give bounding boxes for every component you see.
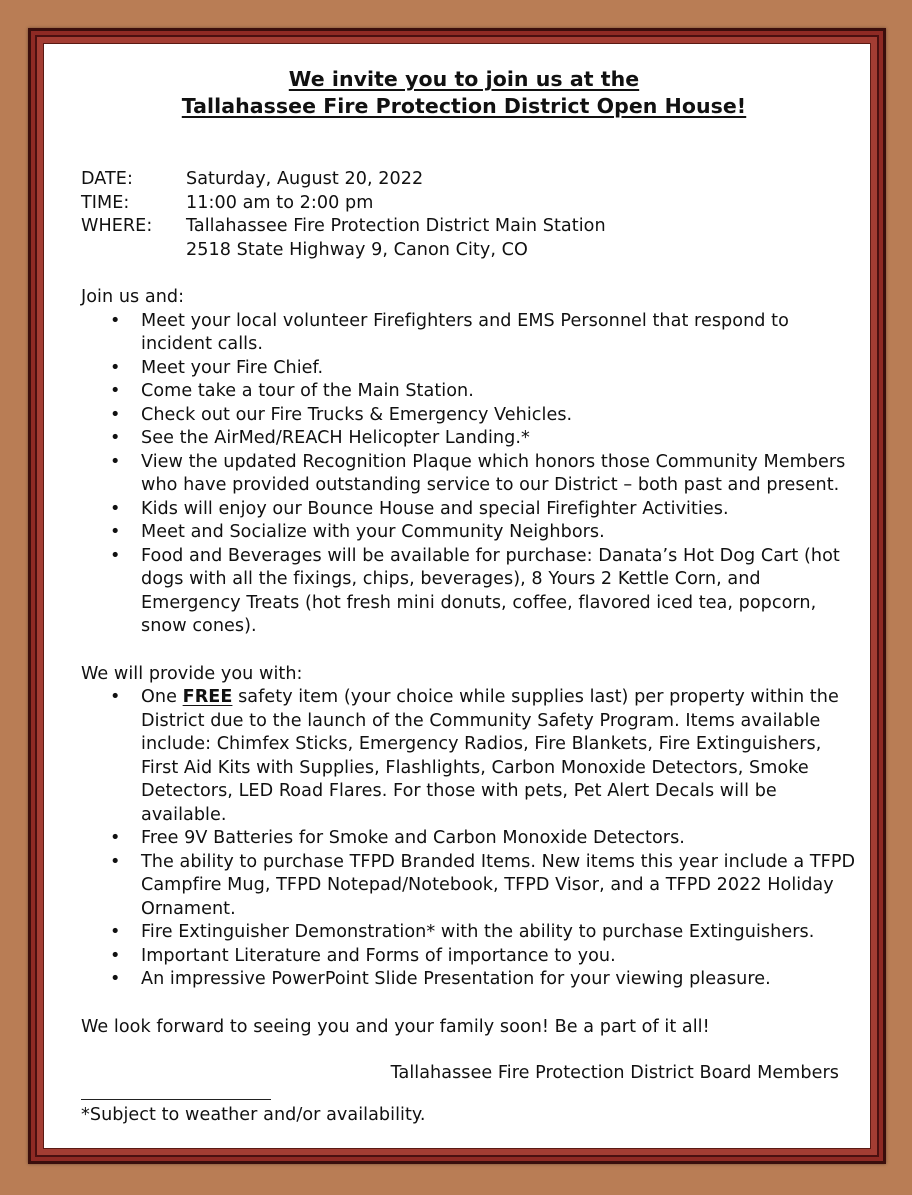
list-item: • Come take a tour of the Main Station. xyxy=(81,380,861,404)
flyer-title xyxy=(67,66,861,120)
list-item: • Fire Extinguisher Demonstration* with the ability to purchase Extinguishers. xyxy=(81,921,861,945)
list-item: • Important Literature and Forms of importance to you. xyxy=(81,945,861,969)
list-item: • See the AirMed/REACH Helicopter Landing.* xyxy=(81,427,861,451)
title-line-2: Tallahassee Fire Protection District Open House! xyxy=(181,94,747,118)
detail-date xyxy=(81,168,861,192)
document-frame xyxy=(28,28,886,1164)
footnote: *Subject to weather and/or availability. xyxy=(81,1104,426,1125)
flyer-content xyxy=(81,66,861,1127)
provide-list xyxy=(81,686,861,992)
list-item: • Check out our Fire Trucks & Emergency Vehicles. xyxy=(81,404,861,428)
detail-value: Saturday, August 20, 2022 xyxy=(186,169,424,189)
detail-label: DATE: xyxy=(81,169,133,189)
list-item: • View the updated Recognition Plaque which honors those Community Members who have provided outstanding service to our District – both past and present. xyxy=(81,451,861,498)
title-line-1: We invite you to join us at the xyxy=(288,67,640,91)
footnote-divider xyxy=(81,1099,271,1100)
detail-value: 2518 State Highway 9, Canon City, CO xyxy=(186,239,528,260)
list-item: • Free 9V Batteries for Smoke and Carbon Monoxide Detectors. xyxy=(81,827,861,851)
list-item: • Meet your Fire Chief. xyxy=(81,357,861,381)
closing-line: We look forward to seeing you and your family soon! Be a part of it all! xyxy=(81,1016,710,1037)
free-rest: safety item (your choice while supplies last) per property within the District due to the launch of the Community Safety Program. Items available include: Chimfex Sticks, Emergency Radios, Fire Blankets, Fire Extinguishers, First Aid Kits with Supplies, Flashlights, Carbon Monoxide Detectors, Smoke Detectors, LED Road Flares. For those with pets, Pet Alert Decals will be available. xyxy=(141,687,839,825)
signature-line: Tallahassee Fire Protection District Board Members xyxy=(390,1063,839,1083)
flyer-page xyxy=(43,43,871,1149)
list-item: • The ability to purchase TFPD Branded Items. New items this year include a TFPD Campfire Mug, TFPD Notepad/Notebook, TFPD Visor, and a TFPD 2022 Holiday Ornament. xyxy=(81,851,861,922)
detail-address xyxy=(81,239,861,263)
list-item: • Kids will enjoy our Bounce House and special Firefighter Activities. xyxy=(81,498,861,522)
free-prefix: One xyxy=(141,687,183,707)
list-item: • Meet and Socialize with your Community Neighbors. xyxy=(81,521,861,545)
free-emphasis: FREE xyxy=(182,687,233,707)
detail-label xyxy=(81,239,186,263)
detail-label: TIME: xyxy=(81,192,130,213)
detail-value: Tallahassee Fire Protection District Main Station xyxy=(186,216,606,236)
detail-time xyxy=(81,192,861,216)
detail-value: 11:00 am to 2:00 pm xyxy=(186,192,374,213)
join-heading: Join us and: xyxy=(81,287,185,307)
event-details xyxy=(81,168,861,262)
list-item-free xyxy=(81,686,861,827)
detail-label: WHERE: xyxy=(81,216,153,236)
provide-heading: We will provide you with: xyxy=(81,663,303,684)
list-item: • An impressive PowerPoint Slide Presentation for your viewing pleasure. xyxy=(81,968,861,992)
frame-inner-border xyxy=(35,35,879,1157)
list-item: • Meet your local volunteer Firefighters and EMS Personnel that respond to incident calls. xyxy=(81,310,861,357)
join-list xyxy=(81,310,861,639)
list-item: • Food and Beverages will be available for purchase: Danata’s Hot Dog Cart (hot dogs with all the fixings, chips, beverages), 8 Yours 2 Kettle Corn, and Emergency Treats (hot fresh mini donuts, coffee, flavored iced tea, popcorn, snow cones). xyxy=(81,545,861,639)
detail-where xyxy=(81,215,861,239)
